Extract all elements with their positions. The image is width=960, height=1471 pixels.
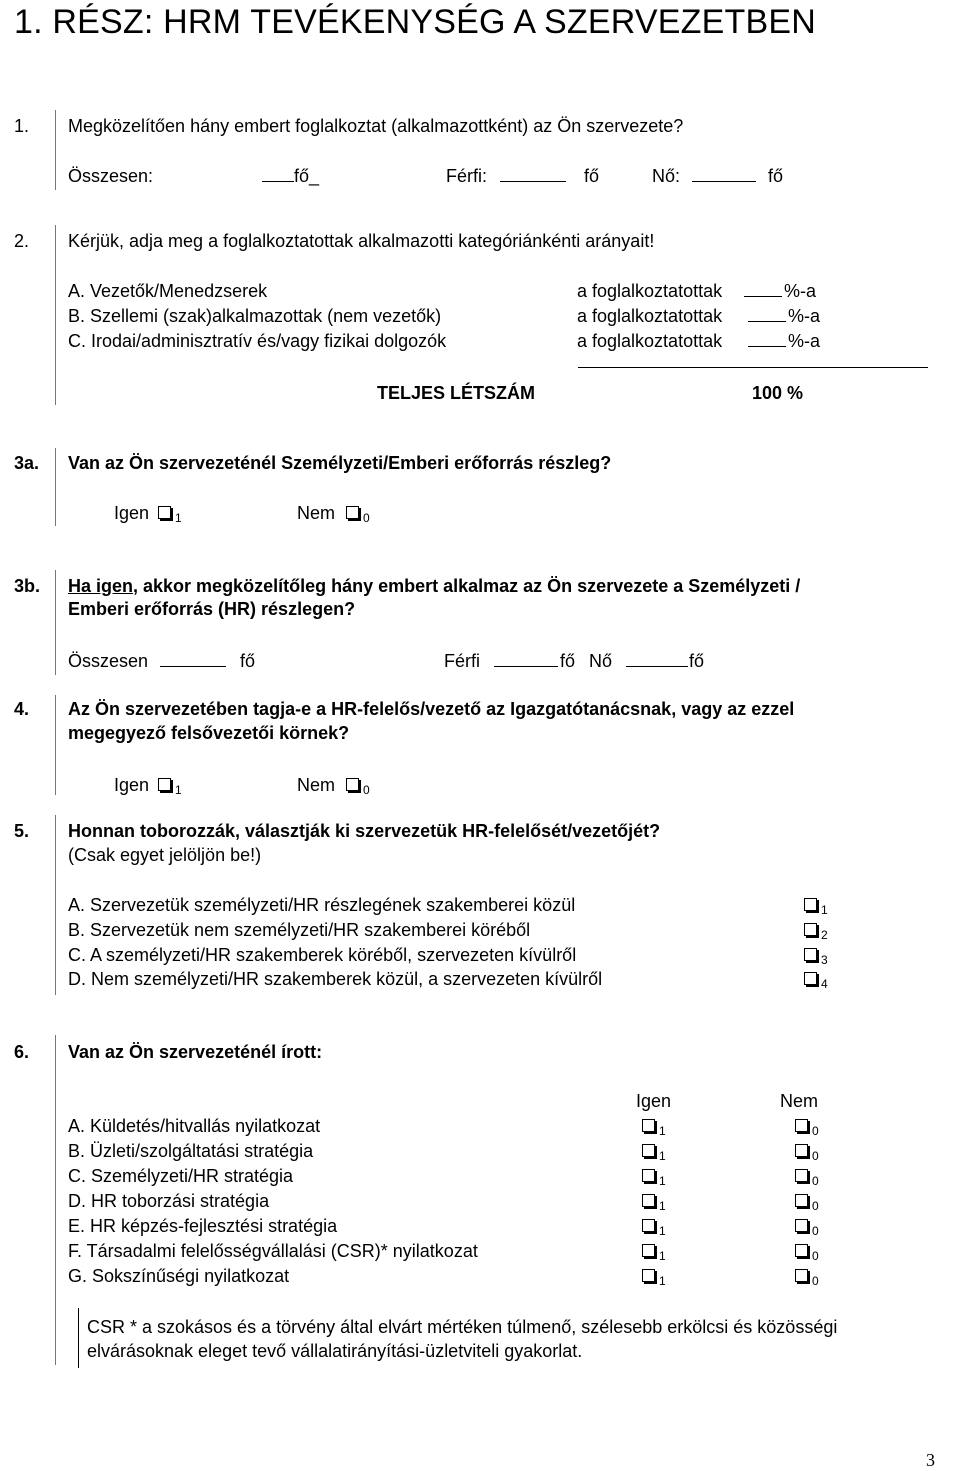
- checkbox-icon: [642, 1194, 655, 1207]
- q2-number: 2.: [14, 231, 30, 251]
- checkbox-icon: [795, 1269, 808, 1282]
- q2-row-b-label: B. Szellemi (szak)alkalmazottak (nem vezetők): [68, 306, 442, 326]
- q5-text-line2: (Csak egyet jelöljön be!): [68, 845, 262, 865]
- q3a-yes-label: Igen: [114, 503, 150, 523]
- q4-yes-option[interactable]: 1: [158, 774, 182, 801]
- q5-option-b-label: B. Szervezetük nem személyzeti/HR szakemberei köréből: [68, 920, 531, 940]
- q6-row-b-no[interactable]: 0: [795, 1140, 819, 1167]
- page-number: 3: [926, 1450, 935, 1470]
- q3b-female-label: Nő: [589, 651, 613, 671]
- q2-row-b-field[interactable]: [748, 305, 786, 327]
- q5-option-c-checkbox[interactable]: 3: [804, 944, 828, 971]
- q1-male-unit: fő: [584, 166, 600, 186]
- checkbox-icon: [795, 1244, 808, 1257]
- checkbox-icon: [804, 948, 817, 961]
- q1-unit: fő_: [294, 166, 320, 186]
- q6-row-e-no[interactable]: 0: [795, 1215, 819, 1242]
- q4-yes-label: Igen: [114, 775, 150, 795]
- q3b-male-unit: fő: [560, 651, 576, 671]
- q6-row-e-yes[interactable]: 1: [642, 1215, 666, 1242]
- q6-row-f-no[interactable]: 0: [795, 1240, 819, 1267]
- q5-option-d-checkbox[interactable]: 4: [804, 968, 828, 995]
- checkbox-icon: [642, 1144, 655, 1157]
- checkbox-icon: [158, 778, 171, 791]
- q1-female-label: Nő:: [652, 166, 681, 186]
- q3a-text: Van az Ön szervezeténél Személyzeti/Emberi erőforrás részleg?: [68, 453, 612, 473]
- page-title: 1. RÉSZ: HRM TEVÉKENYSÉG A SZERVEZETBEN: [14, 3, 816, 41]
- q6-row-a-yes[interactable]: 1: [642, 1115, 666, 1142]
- q6-row-e-label: E. HR képzés-fejlesztési stratégia: [68, 1216, 338, 1236]
- checkbox-icon: [804, 898, 817, 911]
- q1-male-field[interactable]: [500, 165, 566, 187]
- q4-no-label: Nem: [297, 775, 336, 795]
- q6-row-f-label: F. Társadalmi felelősségvállalási (CSR)* nyilatkozat: [68, 1241, 478, 1261]
- q1-total-label: Összesen:: [68, 166, 154, 186]
- q6-row-d-no[interactable]: 0: [795, 1190, 819, 1217]
- margin-rule: [55, 110, 56, 190]
- q6-row-g-yes[interactable]: 1: [642, 1265, 666, 1292]
- checkbox-icon: [795, 1144, 808, 1157]
- q3b-condition: Ha igen: [68, 576, 134, 596]
- q2-row-b-prefix: a foglalkoztatottak: [577, 306, 723, 326]
- q2-row-c-suffix: %-a: [788, 331, 821, 351]
- q6-row-g-no[interactable]: 0: [795, 1265, 819, 1292]
- footnote-line1: CSR * a szokásos és a törvény által elvárt mértéken túlmenő, szélesebb erkölcsi és közösségi: [87, 1317, 838, 1337]
- total-sum-line: [578, 367, 928, 368]
- margin-rule: [55, 570, 56, 675]
- q6-row-c-yes[interactable]: 1: [642, 1165, 666, 1192]
- q2-row-a-label: A. Vezetők/Menedzserek: [68, 281, 268, 301]
- q6-text: Van az Ön szervezeténél írott:: [68, 1042, 323, 1062]
- q5-option-d-label: D. Nem személyzeti/HR szakemberek közül, a szervezeten kívülről: [68, 969, 603, 989]
- q3b-text-rest: , akkor megközelítőleg hány embert alkalmaz az Ön szervezete a Személyzeti /: [133, 576, 801, 596]
- q6-col-yes: Igen: [636, 1091, 672, 1111]
- q5-option-a-label: A. Szervezetük személyzeti/HR részlegének szakemberei közül: [68, 895, 576, 915]
- q6-row-b-yes[interactable]: 1: [642, 1140, 666, 1167]
- margin-rule: [55, 1035, 56, 1365]
- q1-female-unit: fő: [768, 166, 784, 186]
- q4-number: 4.: [14, 699, 30, 719]
- q6-row-c-label: C. Személyzeti/HR stratégia: [68, 1166, 294, 1186]
- margin-rule: [55, 695, 56, 795]
- footnote-line2: elvárásoknak eleget tevő vállalatirányítási-üzletviteli gyakorlat.: [87, 1341, 583, 1361]
- q5-number: 5.: [14, 821, 30, 841]
- footnote-rule: [78, 1308, 79, 1368]
- q2-total-label: TELJES LÉTSZÁM: [377, 383, 536, 403]
- checkbox-icon: [795, 1194, 808, 1207]
- q6-number: 6.: [14, 1042, 30, 1062]
- q6-row-d-label: D. HR toborzási stratégia: [68, 1191, 270, 1211]
- q3b-male-label: Férfi: [444, 651, 480, 671]
- q2-row-c-prefix: a foglalkoztatottak: [577, 331, 723, 351]
- q4-no-option[interactable]: 0: [346, 774, 370, 801]
- q5-option-c-label: C. A személyzeti/HR szakemberek köréből, szervezeten kívülről: [68, 945, 577, 965]
- q1-total-field[interactable]: [262, 165, 294, 187]
- q3a-yes-option[interactable]: 1: [158, 502, 182, 529]
- q3b-total-unit: fő: [240, 651, 256, 671]
- q2-row-b-suffix: %-a: [788, 306, 821, 326]
- checkbox-icon: [642, 1244, 655, 1257]
- q3b-text: [68, 575, 800, 597]
- q6-row-c-no[interactable]: 0: [795, 1165, 819, 1192]
- checkbox-icon: [642, 1269, 655, 1282]
- checkbox-icon: [346, 506, 359, 519]
- q4-text-line1: Az Ön szervezetében tagja-e a HR-felelős/vezető az Igazgatótanácsnak, vagy az ezzel: [68, 699, 795, 719]
- checkbox-icon: [158, 506, 171, 519]
- q6-col-no: Nem: [780, 1091, 819, 1111]
- margin-rule: [55, 815, 56, 995]
- q1-male-label: Férfi:: [446, 166, 488, 186]
- q3b-male-field[interactable]: [494, 650, 558, 672]
- q3b-total-label: Összesen: [68, 651, 149, 671]
- q5-option-b-checkbox[interactable]: 2: [804, 919, 828, 946]
- checkbox-icon: [642, 1169, 655, 1182]
- checkbox-icon: [346, 778, 359, 791]
- q2-total-value: 100 %: [752, 383, 804, 403]
- q3a-no-option[interactable]: 0: [346, 502, 370, 529]
- q3b-female-unit: fő: [689, 651, 705, 671]
- margin-rule: [55, 448, 56, 526]
- q2-row-a-field[interactable]: [744, 280, 782, 302]
- margin-rule: [55, 225, 56, 405]
- q2-text: Kérjük, adja meg a foglalkoztatottak alkalmazotti kategóriánkénti arányait!: [68, 231, 655, 251]
- q3a-number: 3a.: [14, 453, 40, 473]
- checkbox-icon: [804, 972, 817, 985]
- checkbox-icon: [795, 1219, 808, 1232]
- q6-row-f-yes[interactable]: 1: [642, 1240, 666, 1267]
- q6-row-d-yes[interactable]: 1: [642, 1190, 666, 1217]
- checkbox-icon: [642, 1119, 655, 1132]
- q6-row-a-no[interactable]: 0: [795, 1115, 819, 1142]
- q5-option-a-checkbox[interactable]: 1: [804, 894, 828, 921]
- checkbox-icon: [795, 1169, 808, 1182]
- q2-row-a-suffix: %-a: [784, 281, 817, 301]
- checkbox-icon: [804, 923, 817, 936]
- q6-row-a-label: A. Küldetés/hitvallás nyilatkozat: [68, 1116, 321, 1136]
- q3b-female-field[interactable]: [626, 650, 688, 672]
- q4-text-line2: megegyező felsővezetői körnek?: [68, 723, 350, 743]
- q2-row-a-prefix: a foglalkoztatottak: [577, 281, 723, 301]
- q5-text-line1: Honnan toborozzák, választják ki szervezetük HR-felelősét/vezetőjét?: [68, 821, 661, 841]
- q1-number: 1.: [14, 116, 30, 136]
- checkbox-icon: [642, 1219, 655, 1232]
- q2-row-c-field[interactable]: [748, 330, 786, 352]
- q3b-text-line2: Emberi erőforrás (HR) részlegen?: [68, 599, 356, 619]
- q2-row-c-label: C. Irodai/adminisztratív és/vagy fizikai dolgozók: [68, 331, 447, 351]
- checkbox-icon: [795, 1119, 808, 1132]
- q6-row-g-label: G. Sokszínűségi nyilatkozat: [68, 1266, 290, 1286]
- q3a-no-label: Nem: [297, 503, 336, 523]
- q3b-number: 3b.: [14, 576, 41, 596]
- q6-row-b-label: B. Üzleti/szolgáltatási stratégia: [68, 1141, 314, 1161]
- q3b-total-field[interactable]: [160, 650, 226, 672]
- q1-text: Megközelítően hány embert foglalkoztat (alkalmazottként) az Ön szervezete?: [68, 116, 684, 136]
- q1-female-field[interactable]: [692, 165, 756, 187]
